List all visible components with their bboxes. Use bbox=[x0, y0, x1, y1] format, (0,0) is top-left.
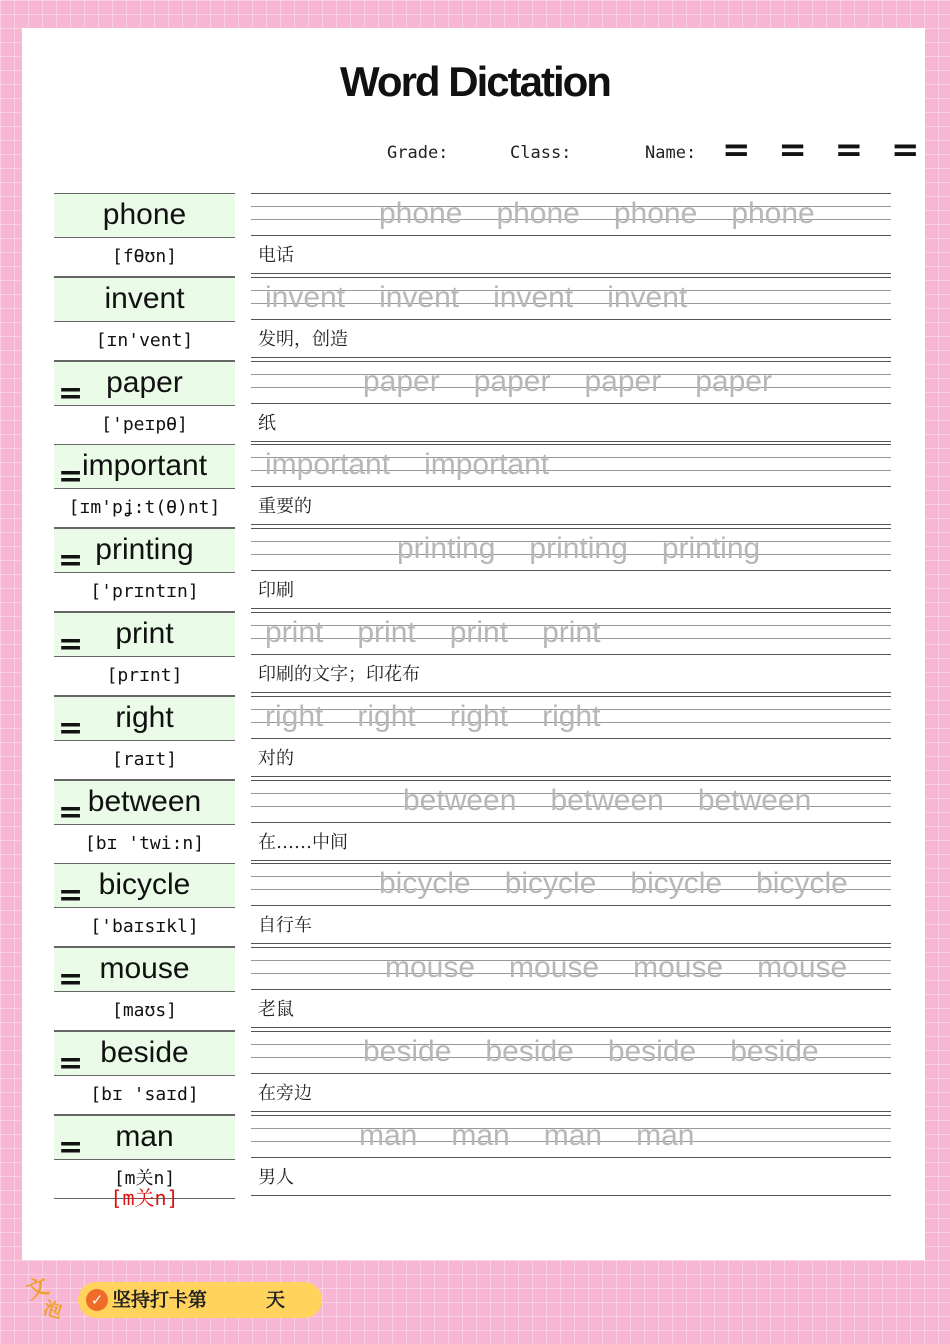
trace-word: phone bbox=[496, 197, 580, 230]
page-title: Word Dictation bbox=[340, 58, 610, 105]
word-cell: bicycle bbox=[54, 863, 235, 908]
guide-line bbox=[251, 905, 891, 906]
guide-line bbox=[251, 441, 891, 442]
trace-word: mouse bbox=[633, 951, 724, 985]
phonetic-cell: [fƟʊn] bbox=[54, 239, 235, 277]
guide-line bbox=[251, 1157, 891, 1158]
trace-word: between bbox=[403, 783, 517, 817]
guide-line bbox=[251, 696, 891, 697]
word-row bbox=[0, 863, 950, 947]
trace-words bbox=[265, 281, 721, 315]
trace-word: print bbox=[449, 616, 509, 649]
word-cell: mouse bbox=[54, 947, 235, 992]
double-line-mark: = bbox=[58, 1046, 84, 1081]
guide-line bbox=[251, 863, 891, 864]
phonetic-cell: ['baɪsɪkl] bbox=[54, 909, 235, 947]
double-line-mark: = bbox=[58, 710, 84, 746]
guide-line bbox=[251, 357, 891, 358]
trace-word: print bbox=[357, 616, 416, 649]
trace-word: right bbox=[449, 699, 509, 733]
guide-line bbox=[251, 277, 891, 278]
trace-words bbox=[363, 1035, 853, 1069]
word-row bbox=[0, 277, 950, 361]
guide-line bbox=[251, 273, 891, 274]
guide-line bbox=[251, 570, 891, 571]
word-row bbox=[0, 947, 950, 1031]
trace-word: important bbox=[424, 448, 550, 482]
trace-word: paper bbox=[363, 364, 440, 398]
guide-line bbox=[251, 943, 891, 944]
guide-line bbox=[251, 654, 891, 655]
guide-line bbox=[251, 403, 891, 404]
double-line-mark: = bbox=[58, 627, 84, 662]
writing-lines bbox=[251, 863, 891, 947]
trace-words bbox=[385, 951, 881, 985]
check-icon: ✓ bbox=[86, 1289, 108, 1311]
meaning-text: 重要的 bbox=[258, 496, 312, 518]
guide-line bbox=[251, 486, 891, 487]
trace-words bbox=[379, 867, 882, 901]
phonetic-cell: [m关n] bbox=[54, 1161, 235, 1199]
trace-words bbox=[359, 1119, 728, 1153]
meaning-text: 印刷的文字；印花布 bbox=[258, 664, 420, 685]
trace-word: beside bbox=[607, 1035, 697, 1068]
trace-word: paper bbox=[584, 364, 662, 398]
trace-words bbox=[397, 532, 794, 566]
guide-line bbox=[251, 524, 891, 525]
word-cell: right bbox=[54, 696, 235, 741]
header-marks: = = = = bbox=[722, 130, 928, 170]
guide-line bbox=[251, 319, 891, 320]
trace-word: phone bbox=[613, 197, 698, 230]
trace-word: bicycle bbox=[630, 867, 723, 901]
word-row bbox=[0, 696, 950, 780]
writing-lines bbox=[251, 361, 891, 445]
double-line-mark: = bbox=[58, 1129, 84, 1165]
writing-lines bbox=[251, 528, 891, 612]
guide-line bbox=[251, 947, 891, 948]
word-cell: man bbox=[54, 1115, 235, 1160]
guide-line bbox=[251, 528, 891, 529]
name-label: Name: bbox=[645, 143, 697, 163]
guide-line bbox=[251, 822, 891, 823]
trace-word: mouse bbox=[757, 951, 848, 985]
trace-words bbox=[363, 365, 806, 399]
word-cell: beside bbox=[54, 1031, 235, 1076]
meaning-text: 发明，创造 bbox=[258, 328, 348, 350]
meaning-text: 男人 bbox=[258, 1166, 294, 1188]
guide-line bbox=[251, 361, 891, 362]
trace-word: printing bbox=[529, 532, 628, 566]
trace-words bbox=[265, 448, 583, 482]
trace-word: between bbox=[550, 783, 664, 817]
phonetic-cell: ['peɪpƟ] bbox=[54, 407, 235, 445]
trace-word: man bbox=[636, 1118, 695, 1152]
phonetic-cell: [ɪm'pʝ:t(Ɵ)nt] bbox=[54, 490, 235, 528]
trace-word: man bbox=[451, 1118, 510, 1152]
checkin-badge bbox=[78, 1282, 322, 1318]
trace-words bbox=[379, 197, 849, 231]
word-row bbox=[0, 361, 950, 445]
trace-word: important bbox=[265, 448, 391, 482]
trace-word: beside bbox=[485, 1035, 574, 1068]
guide-line bbox=[251, 1115, 891, 1116]
writing-lines bbox=[251, 1031, 891, 1115]
meaning-text: 在……中间 bbox=[258, 831, 348, 853]
double-line-mark: = bbox=[58, 459, 84, 495]
trace-word: beside bbox=[730, 1035, 819, 1068]
writing-lines bbox=[251, 947, 891, 1031]
phonetic-cell: [ɪn'vent] bbox=[54, 323, 235, 361]
trace-words bbox=[265, 616, 634, 650]
word-cell: paper bbox=[54, 361, 235, 406]
trace-word: invent bbox=[379, 280, 460, 314]
word-row bbox=[0, 444, 950, 528]
phonetic-cell: [maʊs] bbox=[54, 993, 235, 1031]
phonetic-cell: ['prɪntɪn] bbox=[54, 574, 235, 612]
guide-line bbox=[251, 1195, 891, 1196]
double-line-mark: = bbox=[58, 878, 84, 914]
writing-lines bbox=[251, 193, 891, 277]
trace-word: man bbox=[359, 1118, 418, 1152]
guide-line bbox=[251, 1027, 891, 1028]
trace-word: right bbox=[357, 699, 416, 733]
class-label: Class: bbox=[510, 143, 572, 163]
guide-line bbox=[251, 780, 891, 781]
trace-words bbox=[265, 700, 634, 734]
meaning-text: 对的 bbox=[258, 747, 294, 769]
word-cell: between bbox=[54, 780, 235, 825]
trace-word: print bbox=[542, 616, 601, 649]
meaning-text: 电话 bbox=[258, 245, 294, 266]
trace-words bbox=[403, 784, 845, 818]
word-row bbox=[0, 193, 950, 277]
guide-line bbox=[251, 989, 891, 990]
writing-lines bbox=[251, 696, 891, 780]
checkin-day-label: 天 bbox=[266, 1289, 286, 1311]
trace-word: mouse bbox=[509, 951, 600, 985]
meaning-text: 自行车 bbox=[258, 915, 312, 937]
trace-word: phone bbox=[731, 197, 815, 230]
trace-word: printing bbox=[661, 532, 761, 566]
guide-line bbox=[251, 1073, 891, 1074]
grade-label: Grade: bbox=[387, 143, 449, 163]
double-line-mark: = bbox=[58, 962, 84, 998]
meaning-text: 老鼠 bbox=[258, 999, 294, 1021]
word-row bbox=[0, 1031, 950, 1115]
trace-word: bicycle bbox=[756, 867, 848, 901]
trace-word: bicycle bbox=[504, 867, 597, 901]
guide-line bbox=[251, 692, 891, 693]
guide-line bbox=[251, 608, 891, 609]
guide-line bbox=[251, 738, 891, 739]
word-cell: print bbox=[54, 612, 235, 657]
guide-line bbox=[251, 776, 891, 777]
trace-word: beside bbox=[363, 1035, 452, 1068]
trace-word: print bbox=[265, 616, 324, 649]
brand-logo-char-2: 泡 bbox=[41, 1297, 65, 1323]
word-cell: important bbox=[54, 444, 235, 489]
phonetic-cell: [bɪ 'twi:n] bbox=[54, 826, 235, 864]
phonetic-cell: [prɪnt] bbox=[54, 658, 235, 696]
trace-word: mouse bbox=[385, 951, 476, 985]
meaning-text: 印刷 bbox=[258, 580, 294, 602]
word-row bbox=[0, 612, 950, 696]
meaning-text: 纸 bbox=[258, 412, 276, 434]
trace-word: right bbox=[542, 699, 601, 733]
word-cell: invent bbox=[54, 277, 235, 322]
trace-word: right bbox=[265, 699, 324, 733]
guide-line bbox=[251, 1111, 891, 1112]
trace-word: between bbox=[697, 783, 812, 817]
word-row bbox=[0, 780, 950, 864]
double-line-mark: = bbox=[58, 375, 84, 411]
trace-word: invent bbox=[493, 280, 574, 314]
meaning-text: 在旁边 bbox=[258, 1083, 312, 1104]
guide-line bbox=[251, 1031, 891, 1032]
double-line-mark: = bbox=[58, 543, 84, 579]
trace-word: invent bbox=[607, 280, 688, 314]
writing-lines bbox=[251, 444, 891, 528]
phonetic-cell: [raɪt] bbox=[54, 742, 235, 780]
guide-line bbox=[251, 444, 891, 445]
trace-word: bicycle bbox=[379, 867, 471, 901]
word-cell: phone bbox=[54, 193, 235, 238]
guide-line bbox=[251, 612, 891, 613]
brand-logo-char-1: 文 bbox=[23, 1273, 53, 1305]
phonetic-cell: [bɪ 'saɪd] bbox=[54, 1077, 235, 1115]
guide-line bbox=[251, 860, 891, 861]
writing-lines bbox=[251, 1115, 891, 1199]
double-line-mark: = bbox=[58, 794, 84, 830]
trace-word: phone bbox=[379, 197, 463, 230]
red-phonetic: [m关n] bbox=[110, 1186, 179, 1210]
trace-word: paper bbox=[695, 364, 772, 398]
trace-word: invent bbox=[265, 280, 346, 314]
word-row bbox=[0, 528, 950, 612]
guide-line bbox=[251, 235, 891, 236]
guide-line bbox=[251, 193, 891, 194]
trace-word: printing bbox=[397, 532, 496, 566]
word-cell: printing bbox=[54, 528, 235, 573]
checkin-text: 坚持打卡第 bbox=[112, 1289, 208, 1311]
trace-word: man bbox=[543, 1118, 603, 1152]
trace-word: paper bbox=[473, 364, 551, 398]
